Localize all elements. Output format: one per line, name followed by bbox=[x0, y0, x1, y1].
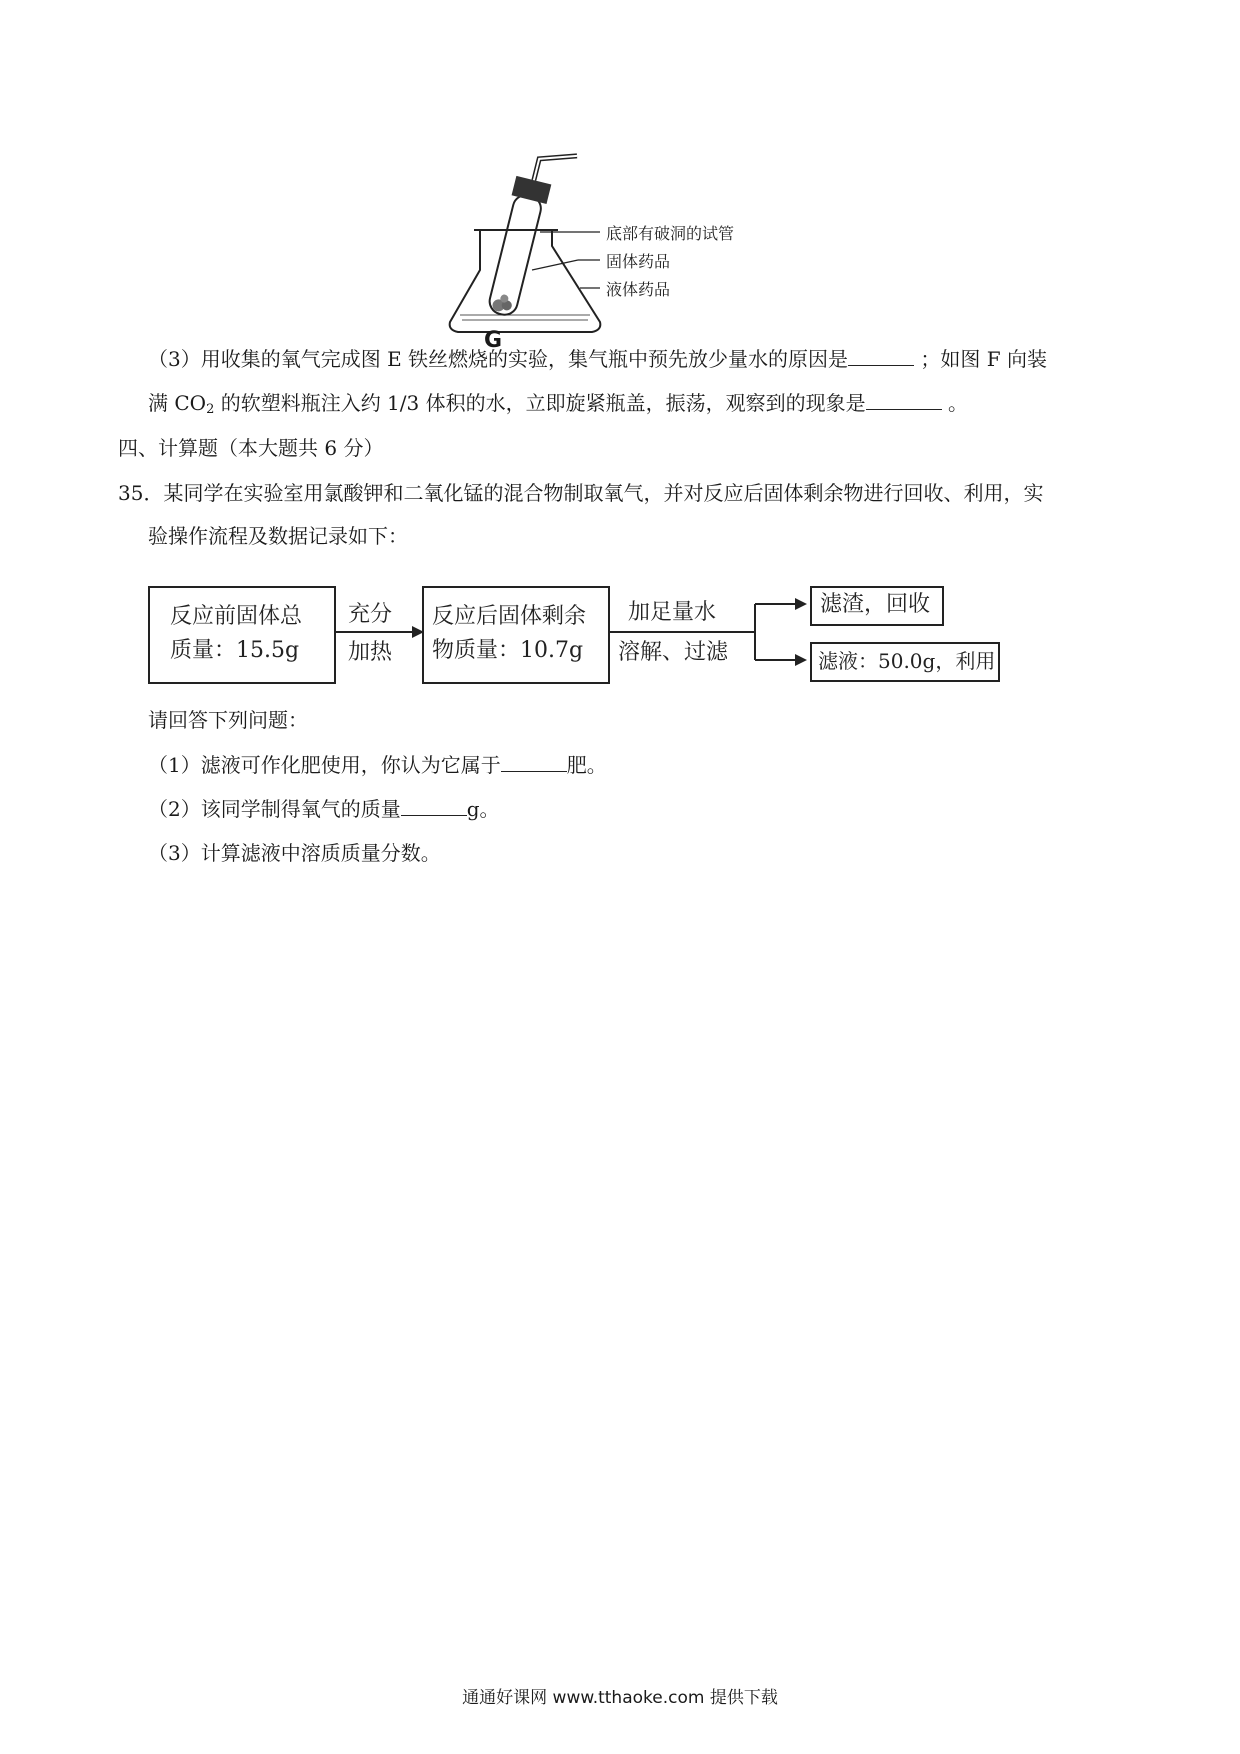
label-tube-with-hole: 底部有破洞的试管 bbox=[606, 224, 735, 243]
figure-g bbox=[440, 150, 760, 360]
q35-prompt: 请回答下列问题： bbox=[148, 708, 308, 732]
flow-out2: 滤液：50.0g，利用 bbox=[818, 649, 996, 673]
q35-line2: 验操作流程及数据记录如下： bbox=[148, 524, 408, 548]
co2-subscript: 2 bbox=[206, 402, 215, 417]
q34-3-text-e: 。 bbox=[941, 391, 968, 415]
label-solid-chemical: 固体药品 bbox=[606, 252, 671, 271]
flow-out1: 滤渣，回收 bbox=[820, 592, 931, 617]
q35-line1: 35．某同学在实验室用氯酸钾和二氧化锰的混合物制取氧气，并对反应后固体剩余物进行回收、利用，实 bbox=[118, 481, 1044, 505]
q34-3-text-b: ；如图 F 向装 bbox=[914, 347, 1047, 371]
q35-sub2 bbox=[148, 795, 500, 823]
flow-box1-line2: 质量：15.5g bbox=[170, 638, 300, 663]
flow-box2-line2: 物质量：10.7g bbox=[432, 638, 584, 663]
flow-box2-line1: 反应后固体剩余 bbox=[432, 604, 587, 629]
q35-sub1-text-a: （1）滤液可作化肥使用，你认为它属于 bbox=[148, 753, 501, 777]
label-liquid-chemical: 液体药品 bbox=[606, 280, 671, 299]
q35-sub2-text-a: （2）该同学制得氧气的质量 bbox=[148, 797, 401, 821]
flow-arrow1-label-top: 充分 bbox=[348, 602, 393, 627]
answer-blank-water-reason[interactable] bbox=[848, 347, 914, 366]
flow-arrow1-label-bottom: 加热 bbox=[348, 640, 393, 665]
flowchart bbox=[140, 580, 1120, 700]
q35-sub1-text-b: 肥。 bbox=[566, 753, 607, 777]
answer-blank-oxygen-mass[interactable] bbox=[401, 797, 467, 816]
q35-sub3: （3）计算滤液中溶质质量分数。 bbox=[148, 841, 441, 865]
figure-letter-g: G bbox=[484, 328, 503, 353]
flow-arrow2-label-top: 加足量水 bbox=[628, 600, 717, 625]
q34-3-line1 bbox=[148, 345, 1047, 373]
section-4-title: 四、计算题（本大题共 6 分） bbox=[118, 436, 384, 460]
q35-sub2-text-b: g。 bbox=[466, 797, 500, 821]
flow-box1-line1: 反应前固体总 bbox=[170, 604, 303, 629]
answer-blank-fertilizer[interactable] bbox=[501, 753, 567, 772]
q34-3-text-d: 的软塑料瓶注入约 1/3 体积的水，立即旋紧瓶盖，振荡，观察到的现象是 bbox=[214, 391, 866, 415]
q34-3-text-a: （3）用收集的氧气完成图 E 铁丝燃烧的实验，集气瓶中预先放少量水的原因是 bbox=[148, 347, 849, 371]
q34-3-text-c: 满 CO bbox=[148, 391, 207, 415]
answer-blank-phenomenon[interactable] bbox=[866, 391, 942, 410]
q34-3-line2 bbox=[148, 389, 968, 424]
q35-sub1 bbox=[148, 751, 607, 779]
page-footer: 通通好课网 www.tthaoke.com 提供下载 bbox=[462, 1688, 778, 1708]
flow-arrow2-label-bottom: 溶解、过滤 bbox=[618, 640, 729, 665]
